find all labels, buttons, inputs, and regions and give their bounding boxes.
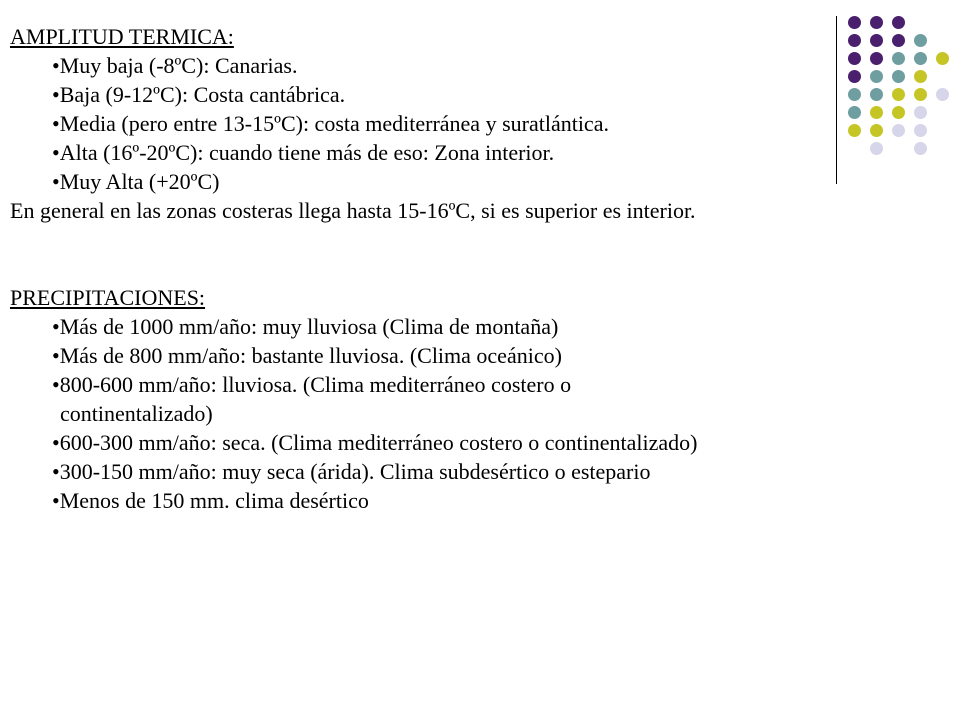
slide-content xyxy=(10,22,955,515)
amplitude-item-very-low: • Muy baja (-8ºC): Canarias. xyxy=(10,51,955,80)
amplitude-item-high: • Alta (16º-20ºC): cuando tiene más de eso: Zona interior. xyxy=(10,138,955,167)
amplitude-item-low: • Baja (9-12ºC): Costa cantábrica. xyxy=(10,80,955,109)
precip-item-rainy-continuation: continentalizado) xyxy=(60,401,213,426)
precip-item-oceanic: • Más de 800 mm/año: bastante lluviosa. (Clima oceánico) xyxy=(10,341,955,370)
amplitude-note: En general en las zonas costeras llega hasta 15-16ºC, si es superior es interior. xyxy=(10,198,696,223)
precip-item-mountain: • Más de 1000 mm/año: muy lluviosa (Clima de montaña) xyxy=(10,312,955,341)
amplitude-item-very-high: • Muy Alta (+20ºC) xyxy=(10,167,955,196)
precip-item-very-dry: • 300-150 mm/año: muy seca (árida). Clima subdesértico o estepario xyxy=(10,457,955,486)
precip-item-rainy: • 800-600 mm/año: lluviosa. (Clima mediterráneo costero o xyxy=(10,370,955,399)
amplitude-heading: AMPLITUD TERMICA: xyxy=(10,24,234,49)
precip-item-dry: • 600-300 mm/año: seca. (Clima mediterráneo costero o continentalizado) xyxy=(10,428,955,457)
precipitation-heading: PRECIPITACIONES: xyxy=(10,285,206,310)
precip-item-desert: • Menos de 150 mm. clima desértico xyxy=(10,486,955,515)
amplitude-item-medium: • Media (pero entre 13-15ºC): costa mediterránea y suratlántica. xyxy=(10,109,955,138)
section-spacer xyxy=(10,225,955,283)
